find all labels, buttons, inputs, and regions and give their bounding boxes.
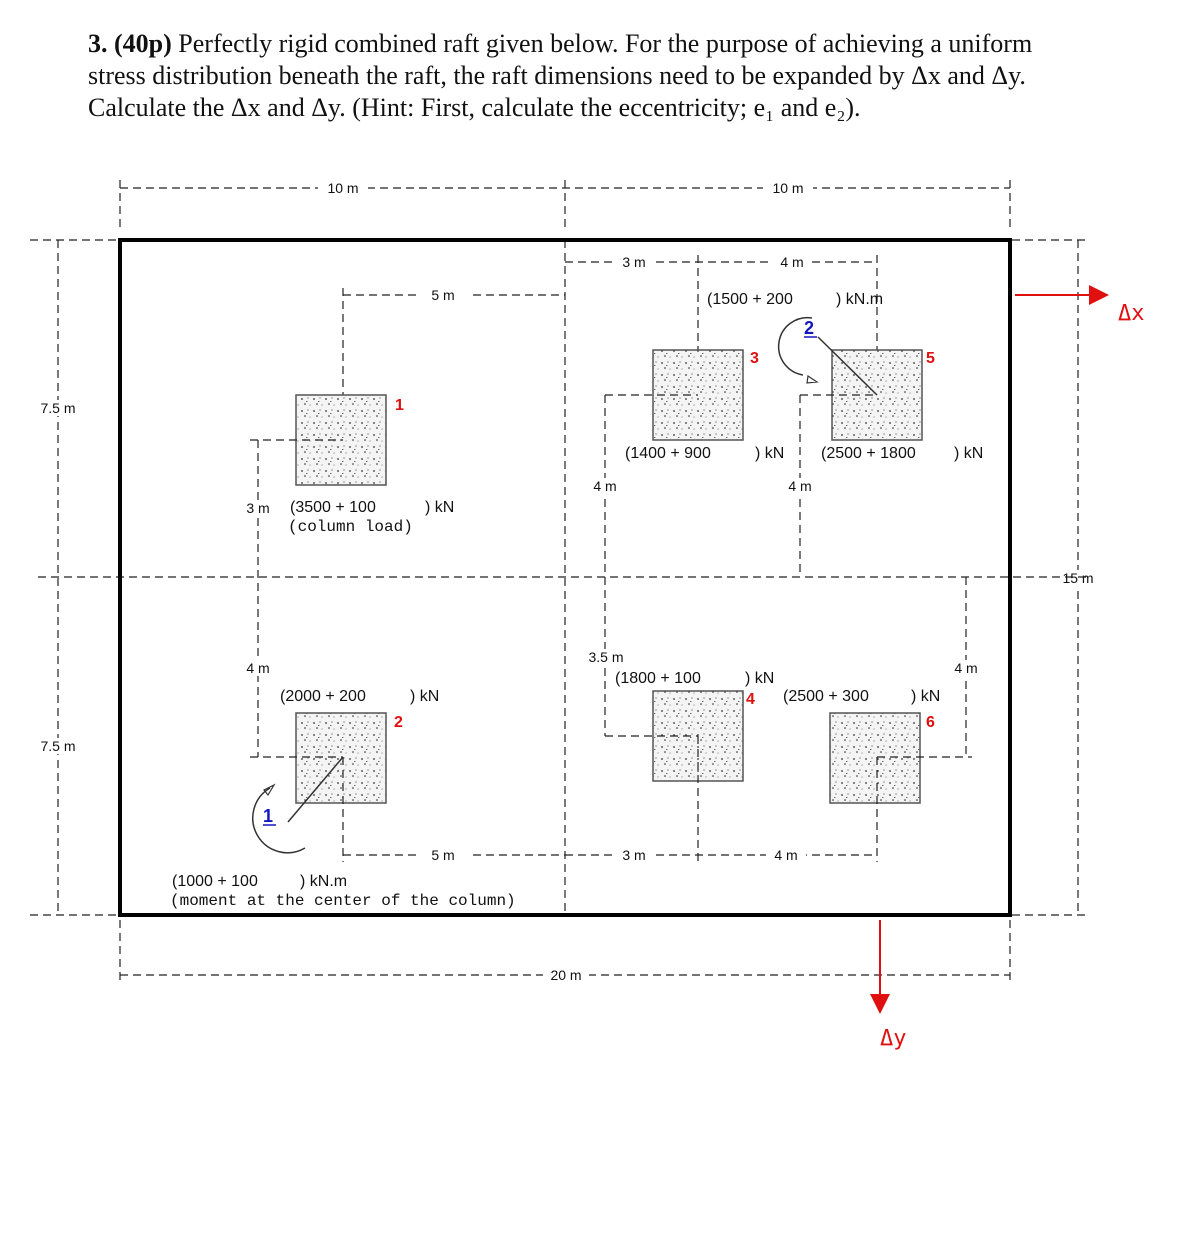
dim-left-lower: 7.5 m: [40, 738, 76, 754]
moment-1-arrowhead-icon: [264, 785, 274, 795]
column-3-number: 3: [750, 350, 759, 367]
moment-1-note: (moment at the center of the column): [170, 892, 516, 910]
dim-col1-to-center-top: 5 m: [431, 287, 455, 303]
column-1-number: 1: [395, 397, 404, 414]
delta-x-label: Δx: [1118, 301, 1145, 326]
column-1-load: (3500 + 100: [290, 499, 376, 516]
moment-2-unit: ) kN.m: [836, 291, 884, 308]
dim-col6-vertical: 4 m: [954, 660, 978, 676]
dim-col4-vertical: 3.5 m: [588, 649, 624, 665]
dim-top-right: 10 m: [772, 180, 804, 196]
dim-col1-to-center-bottom: 5 m: [431, 847, 455, 863]
moment-2-number: 2: [804, 318, 815, 338]
column-3-load-unit: ) kN: [755, 445, 785, 462]
dim-left-upper: 7.5 m: [40, 400, 76, 416]
moment-1-number: 1: [263, 806, 274, 826]
dim-col1-lower: 4 m: [246, 660, 270, 676]
column-2-load-unit: ) kN: [410, 688, 440, 705]
column-1-load-unit: ) kN: [425, 499, 455, 516]
delta-y-label: Δy: [880, 1026, 907, 1051]
column-5-number: 5: [926, 350, 935, 367]
column-4-number: 4: [746, 691, 755, 708]
column-1-note: (column load): [288, 518, 413, 536]
question-number: 3. (40p): [88, 29, 172, 58]
column-6-load-unit: ) kN: [911, 688, 941, 705]
dim-col1-upper: 3 m: [246, 500, 270, 516]
column-2: [296, 713, 386, 803]
dim-right-bottom-4m: 4 m: [774, 847, 798, 863]
moment-2-value: (1500 + 200: [707, 291, 793, 308]
moment-1-value: (1000 + 100: [172, 873, 258, 890]
column-4-load-unit: ) kN: [745, 670, 775, 687]
column-3-load: (1400 + 900: [625, 445, 711, 462]
dim-top-left: 10 m: [327, 180, 359, 196]
dim-right-top-4m: 4 m: [780, 254, 804, 270]
dim-right-top-3m: 3 m: [622, 254, 646, 270]
moment-2-arrowhead-icon: [807, 376, 817, 383]
column-6-number: 6: [926, 714, 935, 731]
question-body: Perfectly rigid combined raft given below. For the purpose of achieving a uniform stress distribution beneath the raft, the raft dimensions need to be expanded by Δx and Δy. Calculate the Δx and Δy. (Hint: First, calculate the eccentricity; e₁ and e₂).: [88, 29, 1033, 122]
column-6-load: (2500 + 300: [783, 688, 869, 705]
column-4-load: (1800 + 100: [615, 670, 701, 687]
dim-bottom-total: 20 m: [550, 967, 582, 983]
dim-right-bottom-3m: 3 m: [622, 847, 646, 863]
dim-col5-vertical: 4 m: [788, 478, 812, 494]
column-6: [830, 713, 920, 803]
dim-col3-vertical: 4 m: [593, 478, 617, 494]
column-2-number: 2: [394, 714, 403, 731]
column-2-load: (2000 + 200: [280, 688, 366, 705]
dim-right-total: 15 m: [1062, 570, 1094, 586]
column-5-load: (2500 + 1800: [821, 445, 916, 462]
moment-1-unit: ) kN.m: [300, 873, 348, 890]
column-5-load-unit: ) kN: [954, 445, 984, 462]
